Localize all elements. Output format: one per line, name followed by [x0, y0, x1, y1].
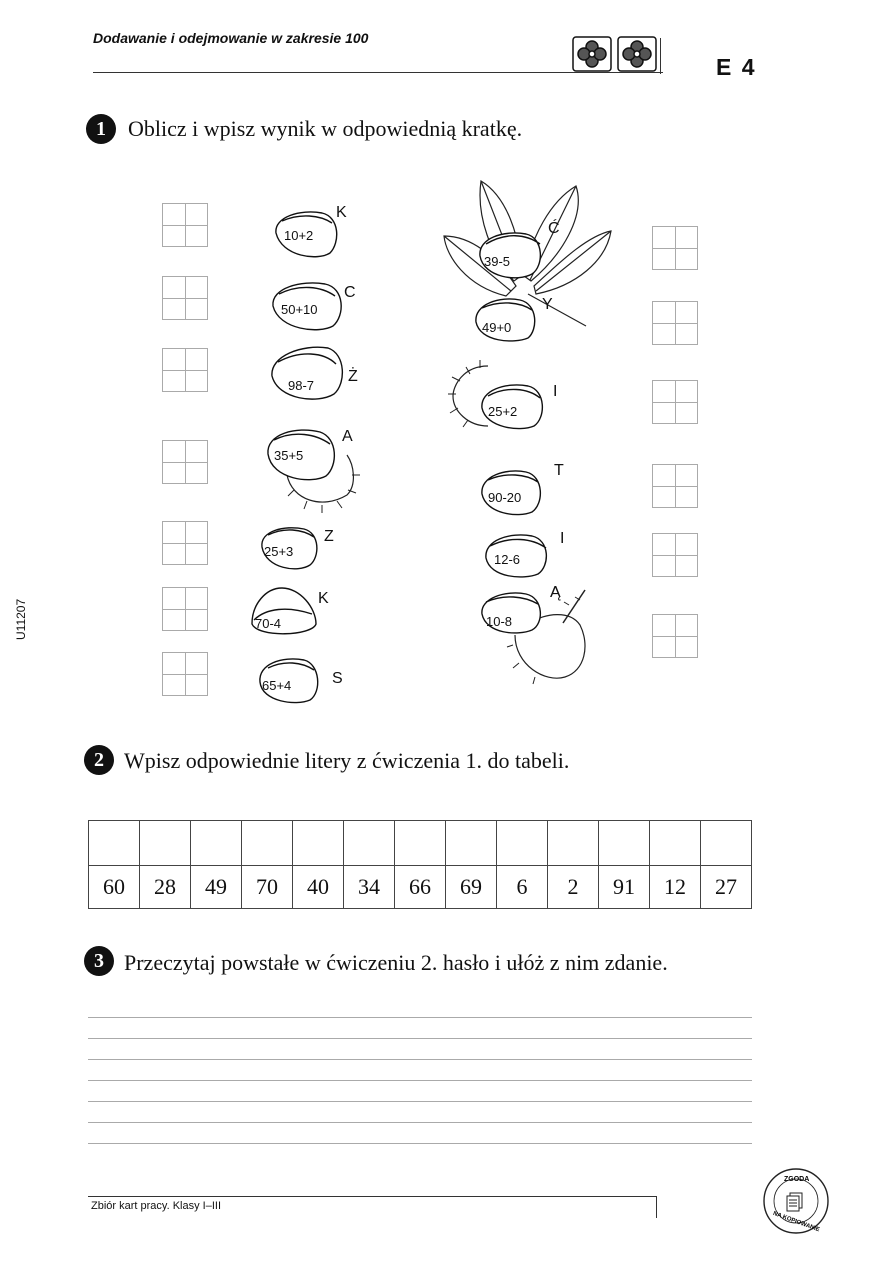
answer-box[interactable] — [162, 521, 208, 565]
chestnut-expression: 25+2 — [488, 404, 518, 419]
chestnut-letter: K — [336, 204, 347, 221]
number-cell: 12 — [650, 866, 701, 909]
letter-cell[interactable] — [242, 821, 293, 866]
writing-line[interactable] — [88, 1059, 752, 1060]
number-cell: 66 — [395, 866, 446, 909]
chestnut-expression: 25+3 — [264, 544, 294, 559]
answer-box[interactable] — [162, 348, 208, 392]
answer-box[interactable] — [652, 301, 698, 345]
number-cell: 49 — [191, 866, 242, 909]
chestnut-letter: T — [554, 462, 564, 479]
answer-box[interactable] — [652, 380, 698, 424]
header-rule — [93, 72, 663, 73]
numbers-row — [89, 866, 752, 909]
chestnut-letter: C — [344, 284, 356, 301]
answer-box[interactable] — [162, 440, 208, 484]
exercise-2-instruction: Wpisz odpowiednie litery z ćwiczenia 1. do tabeli. — [124, 748, 570, 773]
chestnut-expression: 70-4 — [255, 616, 282, 631]
answer-box[interactable] — [162, 276, 208, 320]
letter-cell[interactable] — [191, 821, 242, 866]
answer-box[interactable] — [162, 587, 208, 631]
number-cell: 40 — [293, 866, 344, 909]
stamp-bottom-text: NA KOPIOWANIE — [772, 1210, 821, 1234]
letters-table — [88, 820, 752, 909]
footer-rule-end — [656, 1196, 657, 1218]
exercise-3-badge: 3 — [84, 946, 114, 976]
flower-icon — [573, 37, 611, 71]
letters-row — [89, 821, 752, 866]
writing-line[interactable] — [88, 1101, 752, 1102]
number-cell: 69 — [446, 866, 497, 909]
letter-cell[interactable] — [293, 821, 344, 866]
chestnut-letter: Z — [324, 528, 334, 545]
side-code: U11207 — [14, 598, 28, 640]
writing-line[interactable] — [88, 1122, 752, 1123]
writing-line[interactable] — [88, 1143, 752, 1144]
number-cell: 70 — [242, 866, 293, 909]
chestnut-expression: 35+5 — [274, 448, 304, 463]
chestnut-letter: Ą — [550, 584, 561, 601]
writing-line[interactable] — [88, 1017, 752, 1018]
chestnut-letter: I — [553, 383, 558, 400]
footer-rule — [88, 1196, 656, 1197]
chestnut-letter: A — [342, 428, 353, 445]
chestnut-expression: 12-6 — [494, 552, 521, 567]
writing-line[interactable] — [88, 1038, 752, 1039]
number-cell: 34 — [344, 866, 395, 909]
footer-source: Zbiór kart pracy. Klasy I–III — [91, 1200, 222, 1212]
header-rule-end — [660, 38, 661, 74]
chestnut-expression: 90-20 — [488, 490, 522, 505]
chestnut-expression: 65+4 — [262, 678, 292, 693]
letter-cell[interactable] — [344, 821, 395, 866]
chestnut-expression: 39-5 — [484, 254, 511, 269]
chestnut-expression: 50+10 — [281, 302, 318, 317]
number-cell: 60 — [89, 866, 140, 909]
page-topic-title: Dodawanie i odejmowanie w zakresie 100 — [93, 30, 369, 46]
chestnut-letter: Y — [542, 296, 553, 313]
letter-cell[interactable] — [140, 821, 191, 866]
worksheet-code: E 4 — [716, 54, 757, 80]
copy-permission-stamp — [760, 1165, 832, 1237]
chestnut-letter: K — [318, 590, 329, 607]
chestnut-letter: I — [560, 530, 565, 547]
letter-cell[interactable] — [701, 821, 752, 866]
answer-box[interactable] — [652, 226, 698, 270]
exercise-1-badge: 1 — [86, 114, 116, 144]
stamp-top-text: ZGODA — [784, 1176, 810, 1183]
number-cell: 27 — [701, 866, 752, 909]
chestnut-icon — [266, 342, 348, 404]
letter-cell[interactable] — [89, 821, 140, 866]
letter-cell[interactable] — [395, 821, 446, 866]
chestnut-expression: 10+2 — [284, 228, 314, 243]
answer-box[interactable] — [652, 533, 698, 577]
letter-cell[interactable] — [650, 821, 701, 866]
answer-box[interactable] — [652, 464, 698, 508]
chestnut-expression: 10-8 — [486, 614, 513, 629]
chestnut-expression: 49+0 — [482, 320, 512, 335]
number-cell: 6 — [497, 866, 548, 909]
chestnut-expression: 98-7 — [288, 378, 315, 393]
number-cell: 91 — [599, 866, 650, 909]
chestnut-icon — [470, 294, 542, 344]
chestnut-letter: Ć — [548, 220, 560, 237]
number-cell: 28 — [140, 866, 191, 909]
letter-cell[interactable] — [446, 821, 497, 866]
letter-cell[interactable] — [497, 821, 548, 866]
number-cell: 2 — [548, 866, 599, 909]
chestnut-letter: S — [332, 670, 343, 687]
exercise-2-badge: 2 — [84, 745, 114, 775]
exercise-3-instruction: Przeczytaj powstałe w ćwiczeniu 2. hasło i ułóż z nim zdanie. — [124, 950, 668, 975]
letter-cell[interactable] — [599, 821, 650, 866]
answer-box[interactable] — [162, 652, 208, 696]
flower-icon — [618, 37, 656, 71]
chestnut-letter: Ż — [348, 368, 358, 385]
writing-line[interactable] — [88, 1080, 752, 1081]
difficulty-flower-icons — [572, 36, 658, 72]
exercise-1-instruction: Oblicz i wpisz wynik w odpowiednią kratkę. — [128, 116, 523, 141]
answer-box[interactable] — [652, 614, 698, 658]
document-copy-icon — [787, 1193, 802, 1211]
letter-cell[interactable] — [548, 821, 599, 866]
answer-box[interactable] — [162, 203, 208, 247]
chestnut-icon — [248, 584, 320, 640]
